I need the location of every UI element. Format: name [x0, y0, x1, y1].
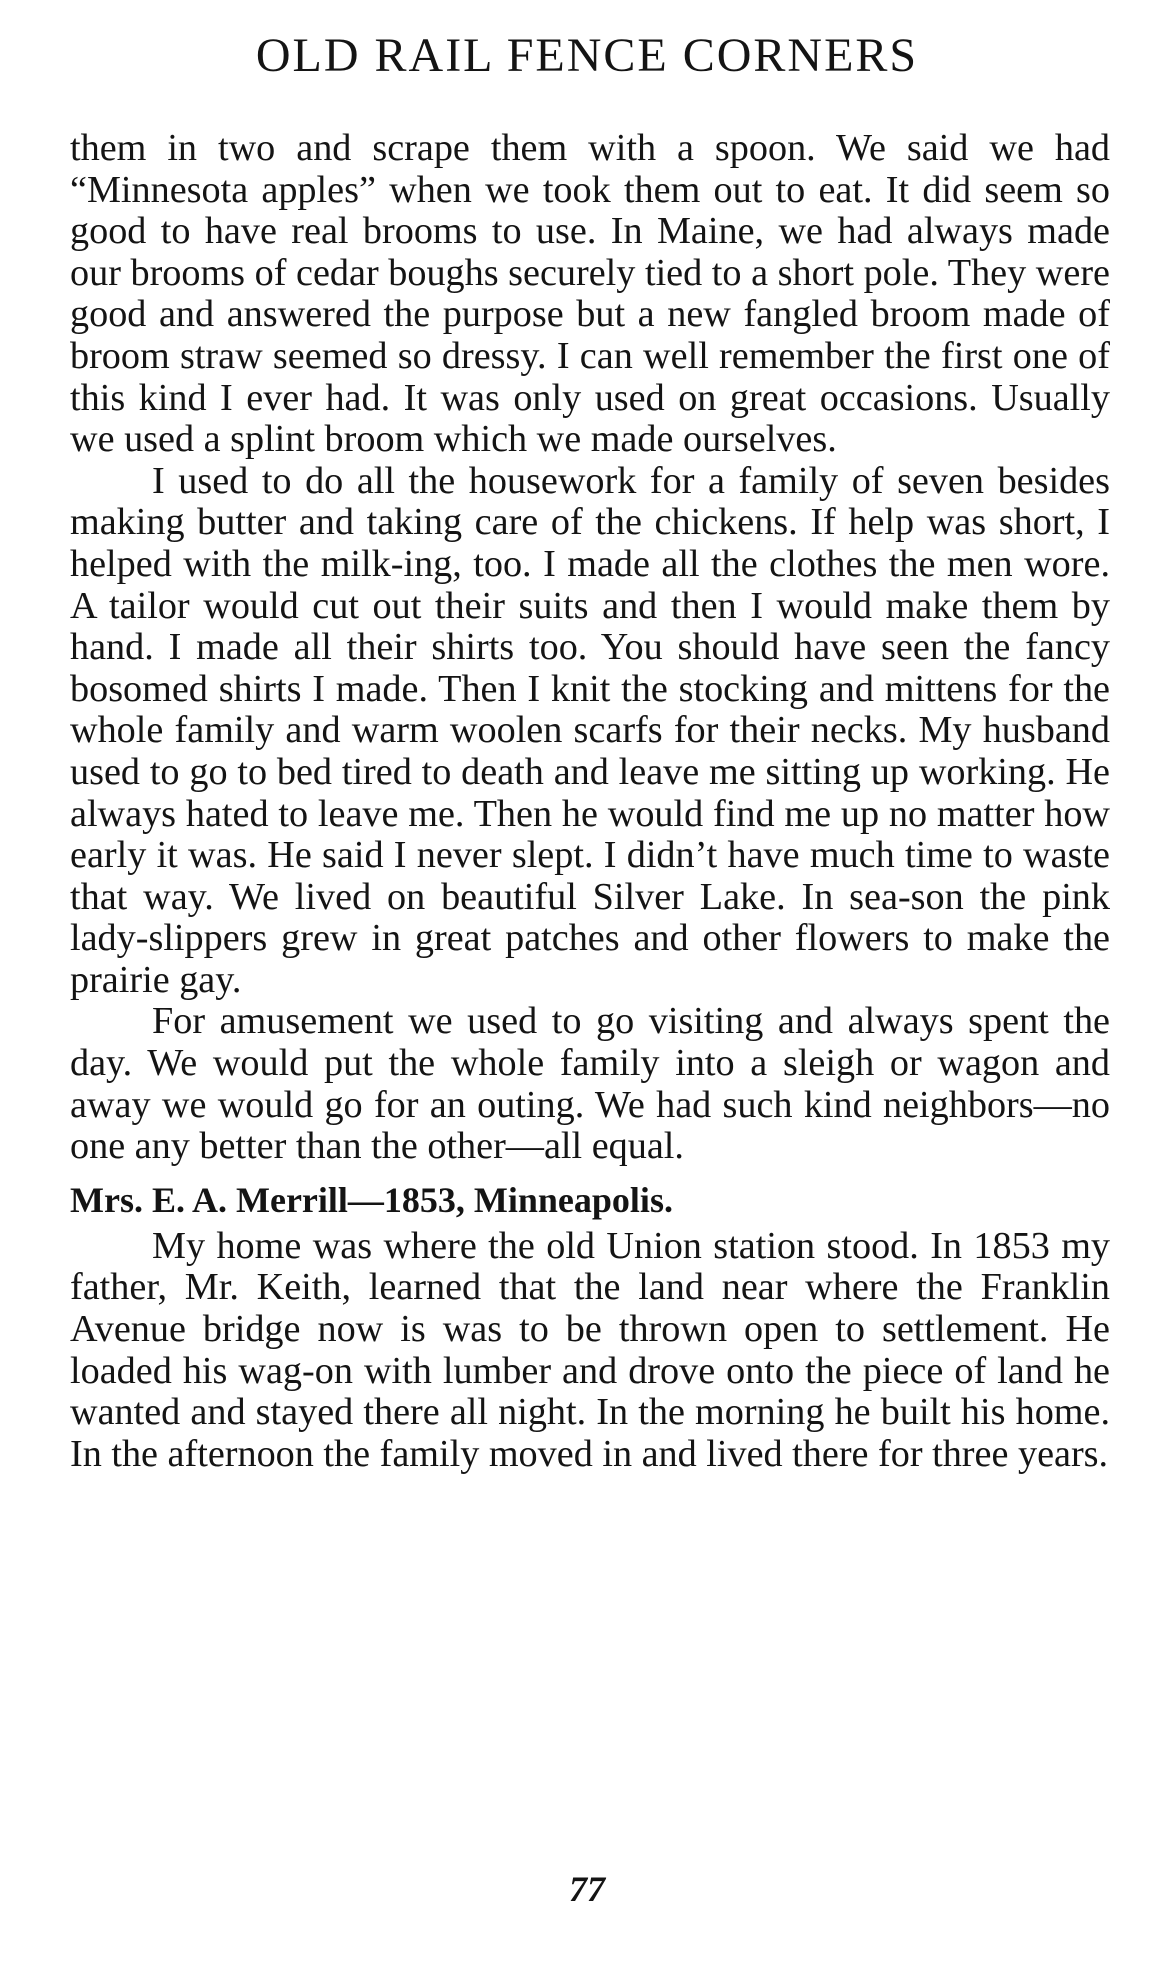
section-heading: Mrs. E. A. Merrill—1853, Minneapolis. [70, 1179, 673, 1220]
body-text [70, 128, 1110, 1475]
paragraph-amusement: For amusement we used to go visiting and always spent the day. We would put the whole family into a sleigh or wagon and away we would go for an outing. We had such kind neighbors—no one any better than the other—all equal. [70, 1000, 1110, 1168]
running-title: OLD RAIL FENCE CORNERS [255, 29, 919, 82]
paragraph-merrill: My home was where the old Union station stood. In 1853 my father, Mr. Keith, learned that the land near where the Franklin Avenue bridge now is was to be thrown open to settlement. He loaded his wag-on with lumber and drove onto the piece of land he wanted and stayed there all night. In the morning he built his home. In the afternoon the family moved in and lived there for three years. [70, 1224, 1110, 1475]
page-number: 77 [569, 1869, 605, 1909]
paragraph-housework: I used to do all the housework for a family of seven besides making butter and taking care of the chickens. If help was short, I helped with the milk-ing, too. I made all the clothes the men wore. A tailor would cut out their suits and then I would make them by hand. I made all their shirts too. You should have seen the fancy bosomed shirts I made. Then I knit the stocking and mittens for the whole family and warm woolen scarfs for their necks. My husband used to go to bed tired to death and leave me sitting up working. He always hated to leave me. Then he would find me up no matter how early it was. He said I never slept. I didn’t have much time to waste that way. We lived on beautiful Silver Lake. In sea-son the pink lady-slippers grew in great patches and other flowers to make the prairie gay. [70, 459, 1110, 1001]
paragraph-continued: them in two and scrape them with a spoon. We said we had “Minnesota apples” when we took them out to eat. It did seem so good to have real brooms to use. In Maine, we had always made our brooms of cedar boughs securely tied to a short pole. They were good and answered the purpose but a new fangled broom made of broom straw seemed so dressy. I can well remember the first one of this kind I ever had. It was only used on great occasions. Usually we used a splint broom which we made ourselves. [70, 127, 1110, 461]
